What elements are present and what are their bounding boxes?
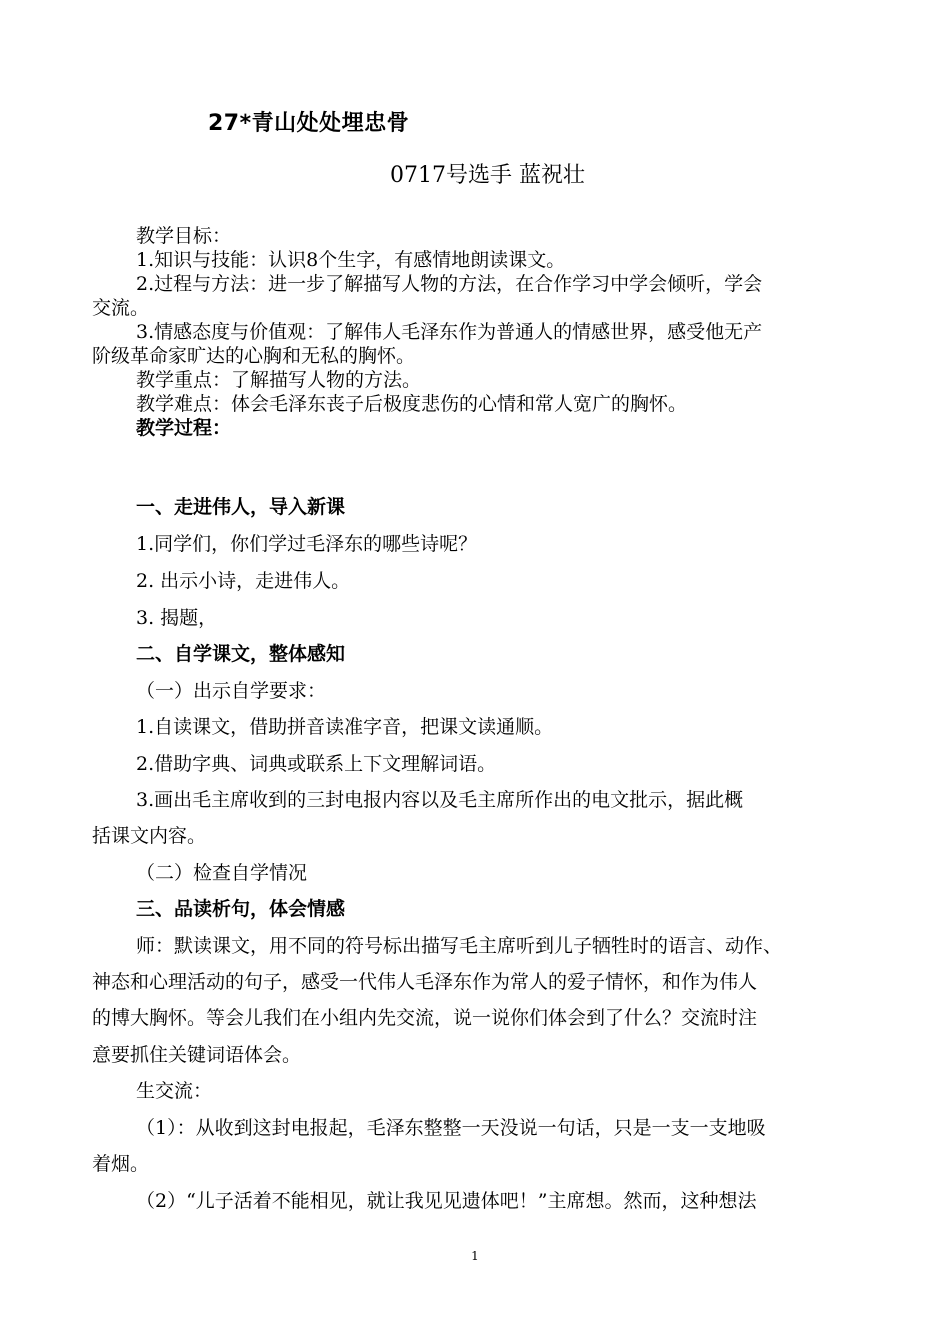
- section-1-heading: 一、走进伟人，导入新课: [136, 496, 346, 518]
- difficulty-point: 教学难点：体会毛泽东丧子后极度悲伤的心情和常人宽广的胸怀。: [136, 393, 688, 415]
- section-2-sub-1: （一）出示自学要求：: [136, 680, 327, 702]
- section-1-item-1: 1.同学们，你们学过毛泽东的哪些诗呢？: [136, 533, 478, 555]
- document-title: 27*青山处处埋忠骨: [208, 111, 410, 136]
- section-3-heading: 三、品读析句，体会情感: [136, 898, 346, 920]
- key-point: 教学重点：了解描写人物的方法。: [136, 369, 422, 391]
- teacher-line-1: 师：默读课文，用不同的符号标出描写毛主席听到儿子牺牲时的语言、动作、: [136, 935, 783, 957]
- section-2-item-3-line-1: 3.画出毛主席收到的三封电报内容以及毛主席所作出的电文批示，据此概: [136, 789, 744, 811]
- point-1-line-1: （1）：从收到这封电报起，毛泽东整整一天没说一句话，只是一支一支地吸: [136, 1117, 766, 1139]
- teacher-line-3: 的博大胸怀。等会儿我们在小组内先交流，说一说你们体会到了什么？交流时注: [92, 1007, 758, 1029]
- objective-3-line-2: 阶级革命家旷达的心胸和无私的胸怀。: [92, 345, 416, 367]
- objectives-heading: 教学目标：: [136, 225, 232, 247]
- section-1-item-2: 2. 出示小诗，走进伟人。: [136, 570, 351, 592]
- author-line: 0717号选手 蓝祝壮: [390, 163, 585, 188]
- point-1-line-2: 着烟。: [92, 1153, 150, 1175]
- process-heading: 教学过程：: [136, 417, 232, 439]
- section-2-item-1: 1.自读课文，借助拼音读准字音，把课文读通顺。: [136, 716, 554, 738]
- section-2-item-3-line-2: 括课文内容。: [92, 825, 207, 847]
- section-2-heading: 二、自学课文，整体感知: [136, 643, 346, 665]
- section-2-sub-2: （二）检查自学情况: [136, 862, 308, 884]
- teacher-line-4: 意要抓住关键词语体会。: [92, 1044, 302, 1066]
- objective-2-line-1: 2.过程与方法：进一步了解描写人物的方法，在合作学习中学会倾听，学会: [136, 273, 763, 295]
- section-1-item-3: 3. 揭题，: [136, 607, 218, 629]
- objective-1: 1.知识与技能：认识8个生字，有感情地朗读课文。: [136, 249, 566, 271]
- point-2-line-1: （2）“儿子活着不能相见，就让我见见遗体吧！”主席想。然而，这种想法: [136, 1190, 757, 1212]
- section-2-item-2: 2.借助字典、词典或联系上下文理解词语。: [136, 753, 497, 775]
- teacher-line-2: 神态和心理活动的句子，感受一代伟人毛泽东作为常人的爱子情怀，和作为伟人: [92, 971, 758, 993]
- objective-3-line-1: 3.情感态度与价值观：了解伟人毛泽东作为普通人的情感世界，感受他无产: [136, 321, 763, 343]
- page-number: 1: [471, 1249, 479, 1263]
- objective-2-line-2: 交流。: [92, 297, 150, 319]
- student-exchange: 生交流：: [136, 1080, 213, 1102]
